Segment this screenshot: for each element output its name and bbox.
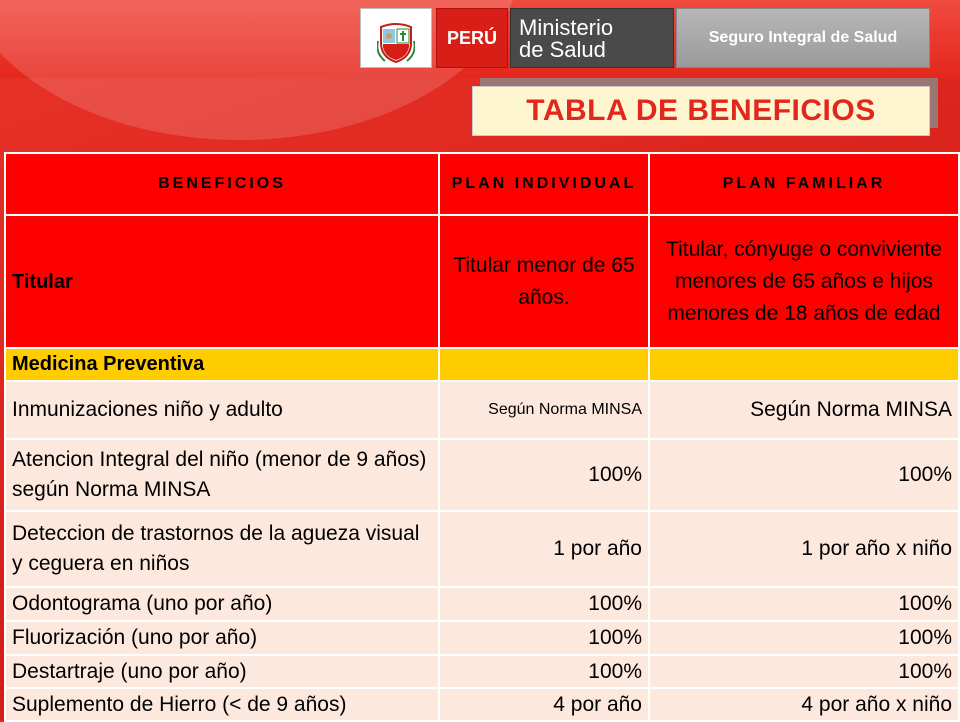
ministerio-salud-logo bbox=[510, 8, 674, 68]
section-empty-familiar bbox=[649, 348, 959, 381]
row-familiar: 1 por año x niño bbox=[649, 511, 959, 587]
table-row bbox=[5, 511, 959, 587]
coat-of-arms-logo bbox=[360, 8, 432, 68]
row-individual: Según Norma MINSA bbox=[439, 381, 649, 439]
table-row bbox=[5, 688, 959, 721]
header-plan-familiar: PLAN FAMILIAR bbox=[649, 153, 959, 215]
row-familiar: Según Norma MINSA bbox=[649, 381, 959, 439]
header-plan-individual: PLAN INDIVIDUAL bbox=[439, 153, 649, 215]
header-beneficios: BENEFICIOS bbox=[5, 153, 439, 215]
table-row bbox=[5, 439, 959, 511]
row-individual: 100% bbox=[439, 587, 649, 621]
row-familiar: 100% bbox=[649, 655, 959, 688]
section-empty-individual bbox=[439, 348, 649, 381]
row-label: Atencion Integral del niño (menor de 9 años) según Norma MINSA bbox=[5, 439, 439, 511]
ministry-line1: Ministerio bbox=[519, 15, 614, 40]
row-label: Inmunizaciones niño y adulto bbox=[5, 381, 439, 439]
row-label: Destartraje (uno por año) bbox=[5, 655, 439, 688]
sis-label: Seguro Integral de Salud bbox=[676, 8, 930, 68]
row-familiar: 100% bbox=[649, 439, 959, 511]
peru-label: PERÚ bbox=[436, 8, 508, 68]
titular-familiar: Titular, cónyuge o conviviente menores de 65 años e hijos menores de 18 años de edad bbox=[649, 215, 959, 348]
row-individual: 100% bbox=[439, 621, 649, 655]
section-label: Medicina Preventiva bbox=[5, 348, 439, 381]
table-header-row bbox=[5, 153, 959, 215]
peru-coat-of-arms-icon bbox=[377, 21, 415, 63]
row-label: Odontograma (uno por año) bbox=[5, 587, 439, 621]
benefits-table bbox=[4, 152, 960, 722]
table-row bbox=[5, 621, 959, 655]
row-individual: 100% bbox=[439, 655, 649, 688]
row-familiar: 100% bbox=[649, 621, 959, 655]
table-row bbox=[5, 381, 959, 439]
ministry-line2: de Salud bbox=[519, 37, 606, 62]
row-label: Deteccion de trastornos de la agueza visual y ceguera en niños bbox=[5, 511, 439, 587]
titular-row bbox=[5, 215, 959, 348]
section-row bbox=[5, 348, 959, 381]
table-row bbox=[5, 655, 959, 688]
row-familiar: 100% bbox=[649, 587, 959, 621]
row-label: Fluorización (uno por año) bbox=[5, 621, 439, 655]
row-individual: 100% bbox=[439, 439, 649, 511]
page-title: TABLA DE BENEFICIOS bbox=[472, 86, 930, 136]
table-row bbox=[5, 587, 959, 621]
titular-individual: Titular menor de 65 años. bbox=[439, 215, 649, 348]
row-individual: 4 por año bbox=[439, 688, 649, 721]
titular-label: Titular bbox=[5, 215, 439, 348]
row-familiar: 4 por año x niño bbox=[649, 688, 959, 721]
row-label: Suplemento de Hierro (< de 9 años) bbox=[5, 688, 439, 721]
row-individual: 1 por año bbox=[439, 511, 649, 587]
